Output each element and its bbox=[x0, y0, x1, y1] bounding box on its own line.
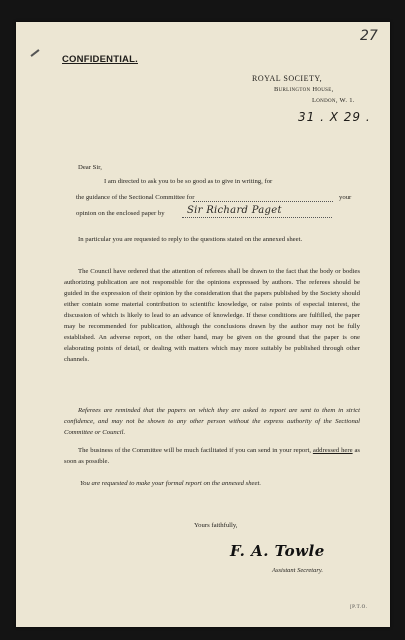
handwritten-paper-author: Sir Richard Paget bbox=[187, 205, 282, 216]
signature-title: Assistant Secretary. bbox=[272, 567, 324, 574]
confidential-note-paragraph: Referees are reminded that the papers on which they are asked to report are sent to them in strict confidence, and may not be shown to any other person without the express authority of the Sectional Committee or Council. bbox=[64, 407, 360, 436]
intro-line-2-end: your bbox=[339, 194, 352, 201]
letter-sheet bbox=[16, 22, 390, 627]
page-number: 27 bbox=[360, 28, 378, 44]
pto-mark: [P.T.O. bbox=[350, 605, 368, 610]
instructions-paragraph: In particular you are requested to reply to the questions stated on the annexed sheet. bbox=[78, 236, 303, 243]
formal-report-note: You are requested to make your formal report on the annexed sheet. bbox=[80, 480, 262, 487]
author-dotted-blank bbox=[182, 217, 332, 218]
council-paragraph: The Council have ordered that the attention of referees shall be drawn to the fact that the body or bodies authorizing publication are not responsible for the opinions expressed by authors. The referees should be guided in the expression of their opinion by the consideration that the papers published by the Society should either contain some material contribution to scientific knowledge, or raise points of especial interest, the discussion of which is likely to lead to an advance of knowledge. If these conditions are fulfilled, the paper may be recommended for publication, although the conclusions drawn by the author may not be fully established. An adverse report, on the other hand, may be given on the ground that the paper is one elaborating points of detail, or dealing with matters which may more suitably be published through other channels. bbox=[64, 268, 360, 363]
closing: Yours faithfully, bbox=[194, 522, 238, 529]
signature: F. A. Towle bbox=[230, 542, 325, 560]
intro-line-3: opinion on the enclosed paper by bbox=[76, 210, 165, 217]
salutation: Dear Sir, bbox=[78, 164, 102, 171]
business-paragraph: The business of the Committee will be much facilitated if you can send in your report, addressed here as soon as possible. bbox=[64, 447, 361, 465]
pencil-tick-mark bbox=[30, 49, 39, 57]
intro-line-2: the guidance of the Sectional Committee for bbox=[76, 194, 195, 201]
confidential-heading: CONFIDENTIAL. bbox=[62, 54, 138, 65]
handwritten-date: 31 . X 29 . bbox=[298, 110, 371, 124]
intro-line-1: I am directed to ask you to be so good as to give in writing, for bbox=[104, 178, 273, 185]
address-line-3: London, W. 1. bbox=[312, 97, 355, 104]
addressed-here-underlined: addressed here bbox=[312, 447, 353, 454]
address-line-2: Burlington House, bbox=[274, 86, 334, 93]
address-line-1: ROYAL SOCIETY, bbox=[252, 74, 323, 83]
committee-dotted-blank bbox=[193, 201, 333, 202]
